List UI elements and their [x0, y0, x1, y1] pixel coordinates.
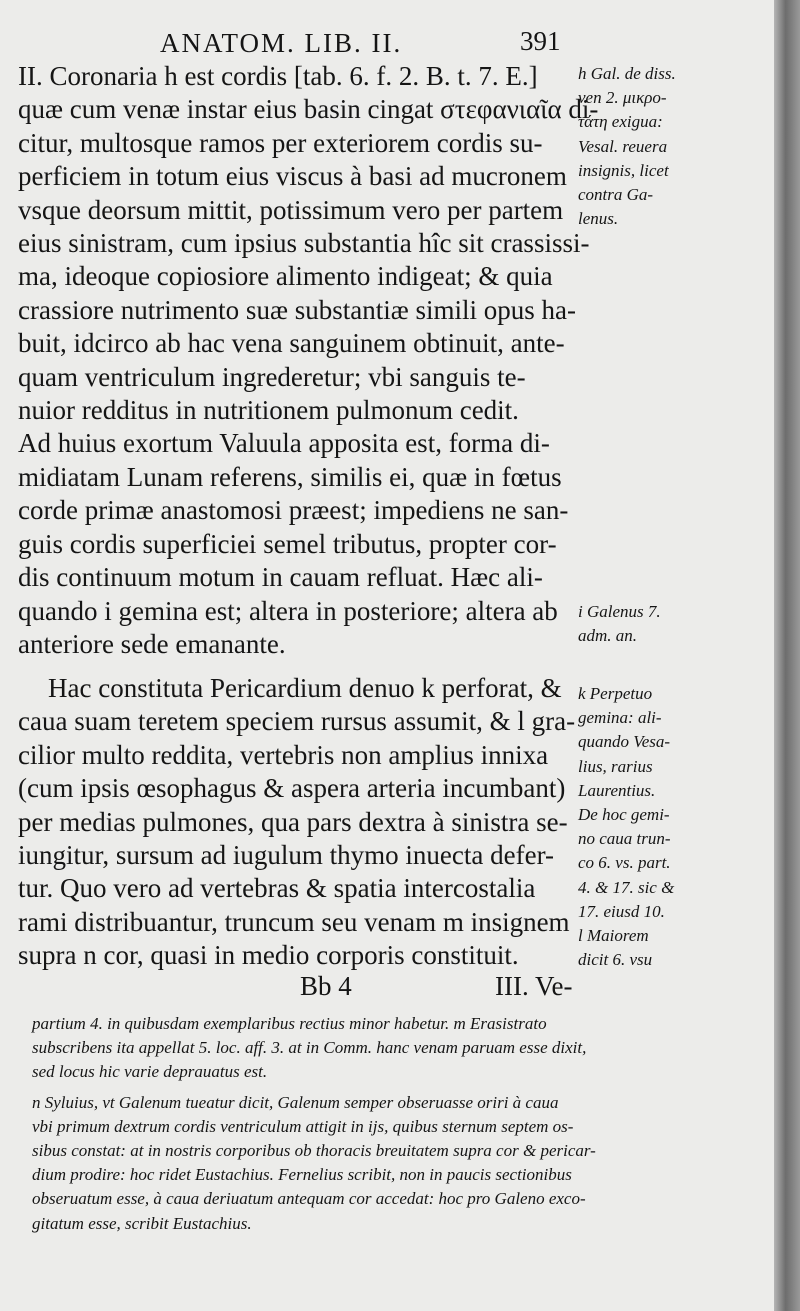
signature-line — [0, 971, 590, 1005]
note-line: k Perpetuo — [578, 684, 653, 703]
text-line: buit, idcirco ab hac vena sanguinem obtinuit, ante- — [18, 328, 565, 359]
text-line: (cum ipsis œsophagus & aspera arteria incumbant) — [18, 773, 566, 804]
catchword: III. Ve- — [495, 971, 573, 1001]
text-line: per medias pulmones, qua pars dextra à sinistra se- — [18, 806, 568, 837]
note-line: co 6. vs. part. — [578, 853, 671, 873]
note-line: Laurentius. — [578, 780, 656, 800]
footnote-line: sibus constat: at in nostris corporibus ob thoracis breuitatem supra cor & pericar- — [32, 1141, 596, 1161]
main-paragraph-2 — [18, 672, 578, 973]
text-line: crassiore nutrimento suæ substantiæ simili opus ha- — [18, 294, 576, 325]
text-line: II. Coronaria h est cordis [tab. 6. f. 2. B. t. 7. E.] — [18, 61, 538, 91]
marginal-note-i — [578, 600, 788, 648]
text-line: midiatam Lunam referens, similis ei, quæ in fœtus — [18, 461, 562, 492]
footnote-line: obseruatum esse, à caua deriuatum antequam cor accedat: hoc pro Galeno exco- — [32, 1189, 586, 1209]
text-line: nuior redditus in nutritionem pulmonum cedit. — [18, 395, 519, 426]
footnote-line: vbi primum dextrum cordis ventriculum attigit in ijs, quibus sternum septem os- — [32, 1116, 574, 1136]
note-line: i Galenus 7. — [578, 602, 661, 621]
footnote-line: partium 4. in quibusdam exemplaribus rectius minor habetur. m Erasistrato — [32, 1014, 547, 1033]
note-line: l Maiorem — [578, 926, 649, 946]
footnote-line: n Syluius, vt Galenum tueatur dicit, Galenum semper obseruasse oriri à caua — [32, 1092, 559, 1112]
footnotes — [32, 1012, 752, 1236]
note-line: Vesal. reuera — [578, 136, 668, 156]
marginal-note-h — [578, 62, 788, 231]
note-line: contra Ga- — [578, 185, 654, 205]
text-line: caua suam teretem speciem rursus assumit, & l gra- — [18, 706, 576, 737]
text-line: rami distribuantur, truncum seu venam m insignem — [18, 906, 570, 937]
note-line: τάτη exigua: — [578, 112, 663, 132]
text-line: ma, ideoque copiosiore alimento indigeat; & quia — [18, 261, 553, 292]
text-line: dis continuum motum in cauam refluat. Hæc ali- — [18, 562, 543, 593]
note-line: dicit 6. vsu — [578, 950, 653, 970]
marginal-note-k — [578, 682, 788, 972]
note-line: gemina: ali- — [578, 708, 662, 728]
text-line: perficiem in totum eius viscus à basi ad mucronem — [18, 161, 567, 192]
text-line: anteriore sede emanante. — [18, 628, 286, 659]
text-line: citur, multosque ramos per exteriorem cordis su- — [18, 127, 543, 158]
text-line: quæ cum venæ instar eius basin cingat στεφανιαῖα di- — [18, 94, 599, 125]
text-line: eius sinistram, cum ipsius substantia hîc sit crassissi- — [18, 228, 590, 259]
note-line: quando Vesa- — [578, 732, 671, 752]
text-line: Ad huius exortum Valuula apposita est, forma di- — [18, 428, 550, 459]
note-line: De hoc gemi- — [578, 805, 670, 825]
note-line: lenus. — [578, 209, 619, 229]
footnote-line: subscribens ita appellat 5. loc. aff. 3. at in Comm. hanc venam paruam esse dixit, — [32, 1038, 587, 1058]
signature-mark: Bb 4 — [300, 971, 352, 1001]
footnote-line: dium prodire: hoc ridet Eustachius. Fernelius scribit, non in paucis sectionibus — [32, 1165, 572, 1185]
text-line: cilior multo reddita, vertebris non amplius innixa — [18, 739, 549, 770]
text-line: supra n cor, quasi in medio corporis constituit. — [18, 940, 519, 971]
text-line: quam ventriculum ingrederetur; vbi sanguis te- — [18, 361, 526, 392]
note-line: ven 2. μικρο- — [578, 88, 667, 108]
text-line: iungitur, sursum ad iugulum thymo inuecta defer- — [18, 840, 555, 871]
note-line: 17. eiusd 10. — [578, 901, 665, 921]
running-head: ANATOM. LIB. II. — [160, 28, 403, 58]
text-line: quando i gemina est; altera in posteriore; altera ab — [18, 595, 558, 626]
text-line: Hac constituta Pericardium denuo k perforat, & — [48, 673, 562, 703]
page-number: 391 — [520, 26, 561, 56]
note-line: h Gal. de diss. — [578, 64, 676, 83]
note-line: insignis, licet — [578, 160, 669, 180]
note-line: lius, rarius — [578, 756, 653, 776]
note-line: 4. & 17. sic & — [578, 877, 675, 897]
note-line: no caua trun- — [578, 829, 671, 849]
footnote-line: gitatum esse, scribit Eustachius. — [32, 1213, 252, 1233]
footnote-line: sed locus hic varie deprauatus est. — [32, 1062, 268, 1082]
text-line: corde primæ anastomosi præest; impediens ne san- — [18, 495, 569, 526]
note-line: adm. an. — [578, 626, 638, 646]
text-line: guis cordis superficiei semel tributus, propter cor- — [18, 528, 557, 559]
text-line: vsque deorsum mittit, potissimum vero per partem — [18, 194, 564, 225]
text-line: tur. Quo vero ad vertebras & spatia intercostalia — [18, 873, 536, 904]
